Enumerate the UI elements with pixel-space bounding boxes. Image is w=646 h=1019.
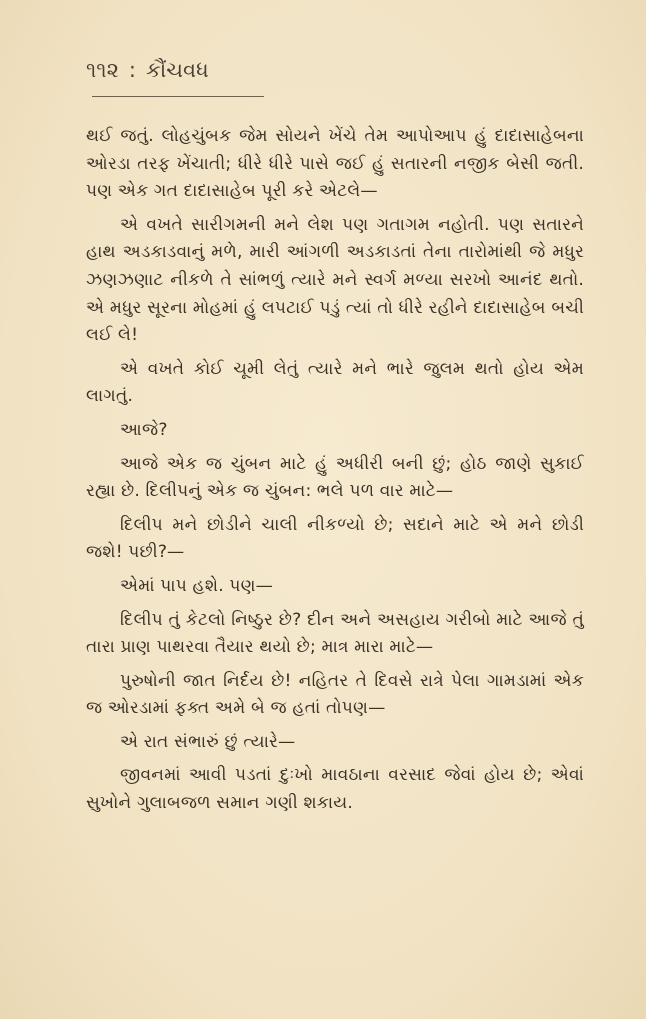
chapter-title: કૌંચવધ [146, 58, 209, 82]
paragraph: દિલીપ મને છોડીને ચાલી નીકળ્યો છે; સદાને માટે એ મને છોડી જશે! પછી?— [86, 514, 584, 563]
paragraph: પુરુષોની જાત નિર્દય છે! નહિતર તે દિવસે રાત્રે પેલા ગામડામાં એક જ ઓરડામાં ફક્ત અમે બે જ હતાં તોપણ— [86, 670, 584, 719]
paragraph: એ વખતે સારીગમની મને લેશ પણ ગતાગમ નહોતી. પણ સતારને હાથ અડકાડવાનું મળે, મારી આંગળી અડકાડતાં તેના તારોમાંથી જે મધુર ઝણઝણાટ નીકળે તે સાંભળું ત્યારે મને સ્વર્ગ મળ્યા સરખો આનંદ થતો. એ મધુર સૂરના મોહમાં હું લપટાઈ પડું ત્યાં તો ધીરે રહીને દાદાસાહેબ બચી લઈ લે! [86, 214, 584, 346]
paragraph: એ રાત સંભારું છું ત્યારે— [120, 731, 296, 752]
page-number: ૧૧૨ [86, 58, 119, 82]
running-head [86, 58, 584, 88]
header-separator: : [128, 58, 136, 82]
paragraph: એમાં પાપ હશે. પણ— [120, 575, 273, 596]
paragraph: થઈ જતું. લોહચુંબક જેમ સોયને ખેંચે તેમ આપોઆપ હું દાદાસાહેબના ઓરડા તરફ ખેંચાતી; ધીરે ધીરે પાસે જઈ હું સતારની નજીક બેસી જતી. પણ એક ગત દાદાસાહેબ પૂરી કરે એટલે— [86, 126, 584, 202]
paragraph: જીવનમાં આવી પડતાં દુઃખો માવઠાના વરસાદ જેવાં હોય છે; એવાં સુખોને ગુલાબજળ સમાન ગણી શકાય. [86, 765, 584, 814]
paragraph: આજે? [120, 419, 168, 440]
paragraph: આજે એક જ ચુંબન માટે હું અધીરી બની છું; હોઠ જાણે સુકાઈ રહ્યા છે. દિલીપનું એક જ ચુંબન: ભલે પળ વાર માટે— [86, 453, 584, 502]
paragraph: એ વખતે કોઈ ચૂમી લેતું ત્યારે મને ભારે જુલમ થતો હોય એમ લાગતું. [86, 358, 584, 407]
body-text [86, 123, 584, 818]
paragraph: દિલીપ તું કેટલો નિષ્ઠુર છે? દીન અને અસહાય ગરીબો માટે આજે તું તારા પ્રાણ પાથરવા તૈયાર થયો છે; માત્ર મારા માટે— [86, 609, 584, 658]
header-rule [92, 96, 264, 97]
